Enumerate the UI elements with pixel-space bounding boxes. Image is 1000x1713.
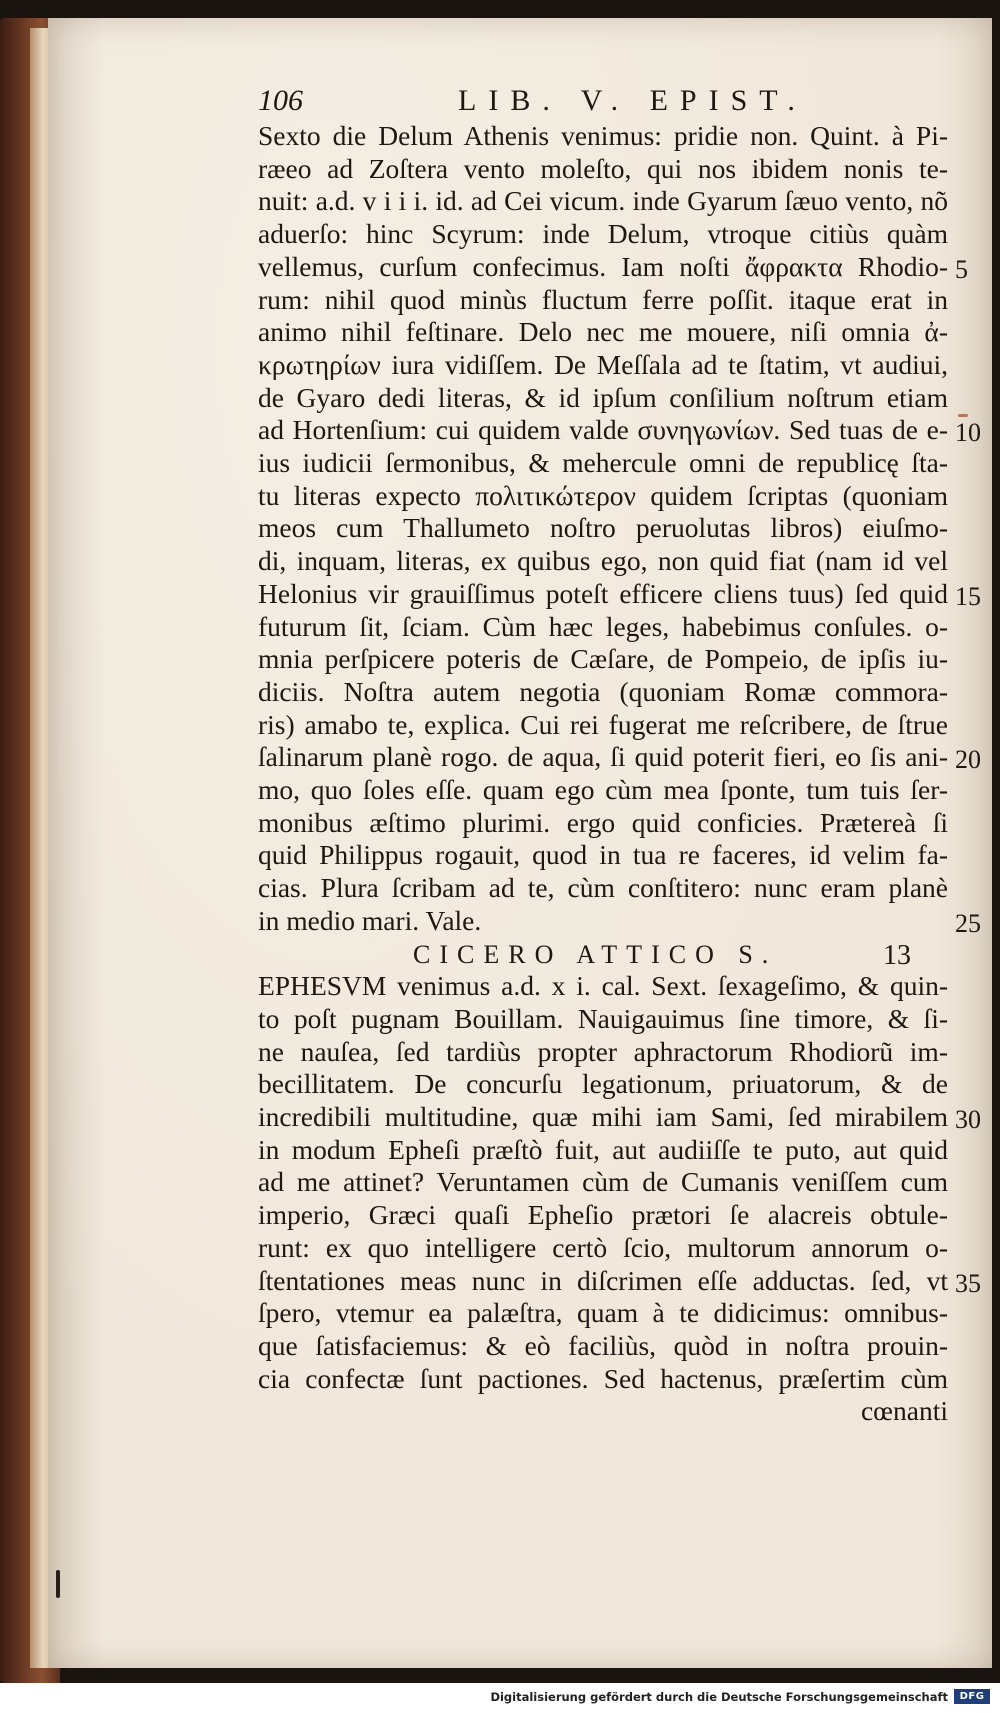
text-line: rum: nihil quod minùs fluctum ferre poſſit. itaque erat in — [258, 283, 948, 315]
page-number: 106 — [258, 84, 303, 117]
running-title: LIB. V. EPIST. — [458, 84, 807, 117]
text-line: to poſt pugnam Bouillam. Nauigauimus ſine timore, & ſi- — [258, 1002, 948, 1034]
catchword: cœnanti — [860, 1395, 948, 1427]
text-line: vellemus, curſum confecimus. Iam noſti ἄφρακτα Rhodio- — [258, 250, 948, 282]
text-line: ad me attinet? Veruntamen cùm de Cumanis veniſſem cum — [258, 1166, 948, 1198]
text-line: tu literas expecto πολιτικώτερον quidem ſcriptas (quoniam — [258, 479, 948, 511]
text-line: futurum ſit, ſciam. Cùm hæc leges, habebimus conſules. o- — [258, 610, 948, 642]
text-line: runt: ex quo intelligere certò ſcio, multorum annorum o- — [258, 1231, 948, 1263]
text-line: mnia perſpicere poteris de Cæſare, de Pompeio, de ipſis iu- — [258, 643, 948, 675]
text-line: Helonius vir grauiſſimus poteſt efficere cliens tuus) ſed quid — [258, 577, 948, 609]
margin-line-number: 35 — [955, 1268, 981, 1298]
letter-heading-title: CICERO ATTICO S. — [413, 939, 778, 969]
text-line: becillitatem. De concurſu legationum, priuatorum, & de — [258, 1068, 948, 1100]
margin-stain — [958, 414, 968, 417]
text-line: ad Hortenſium: cui quidem valde συνηγωνίων. Sed tuas de e- — [258, 414, 948, 446]
text-line: ſpero, vtemur ea palæſtra, quam à te didicimus: omnibus- — [258, 1297, 948, 1329]
binding-mark — [56, 1570, 60, 1598]
text-line: ris) amabo te, explica. Cui rei fugerat me reſcribere, de ſtrue — [258, 708, 948, 740]
text-line: EPHESVM venimus a.d. x i. cal. Sext. ſexageſimo, & quin- — [258, 970, 948, 1002]
margin-line-number: 15 — [955, 581, 981, 611]
text-line: ſtentationes meas nunc in diſcrimen eſſe adductas. ſed, vt — [258, 1264, 948, 1296]
text-line: aduerſo: hinc Scyrum: inde Delum, vtroque citiùs quàm — [258, 218, 948, 250]
text-line: diciis. Noſtra autem negotia (quoniam Romæ commora- — [258, 675, 948, 707]
letter-number: 13 — [883, 939, 911, 971]
text-line: quid Philippus rogauit, quod in tua re faceres, id velim fa- — [258, 839, 948, 871]
footer-credit: Digitalisierung gefördert durch die Deutsche Forschungsgemeinschaft — [490, 1690, 948, 1704]
text-line: que ſatisfaciemus: & eò faciliùs, quòd in noſtra prouin- — [258, 1329, 948, 1361]
text-line: imperio, Græci quaſi Epheſio prætori ſe alacreis obtule- — [258, 1199, 948, 1231]
text-line: in medio mari. Vale. — [258, 904, 482, 936]
margin-line-number: 25 — [955, 908, 981, 938]
text-line: meos cum Thallumeto noſtro peruolutas libros) eiuſmo- — [258, 512, 948, 544]
text-line: Sexto die Delum Athenis venimus: pridie non. Quint. à Pi- — [258, 120, 948, 151]
margin-line-number: 30 — [955, 1105, 981, 1134]
margin-line-number: 10 — [955, 418, 981, 448]
margin-line-number: 5 — [955, 254, 968, 284]
text-line: mo, quo ſoles eſſe. quam ego cùm mea ſponte, tum tuis ſer- — [258, 774, 948, 805]
text-line: cias. Plura ſcribam ad te, cùm conſtitero: nunc eram planè — [258, 872, 948, 904]
text-line: ſalinarum planè rogo. de aqua, ſi quid poterit fieri, eo ſis ani- — [258, 741, 948, 773]
text-line: ræeo ad Zoſtera vento moleſto, qui nos ibidem nonis te- — [258, 152, 948, 184]
running-head — [258, 84, 948, 124]
text-line: cia confectæ ſunt pactiones. Sed hactenus, præſertim cùm — [258, 1362, 948, 1394]
text-line: de Gyaro dedi literas, & id ipſum conſilium noſtrum etiam — [258, 381, 948, 413]
text-line: ius iudicii ſermonibus, & mehercule omni de republicę ſta- — [258, 447, 948, 478]
text-line: nuit: a.d. v i i i. id. ad Cei vicum. inde Gyarum ſæuo vento, nõ — [258, 185, 948, 217]
margin-line-number: 20 — [955, 745, 981, 775]
text-line: monibus æſtimo plurimi. ergo quid conficies. Prætereà ſi — [258, 806, 948, 838]
text-line: κρωτηρίων iura vidiſſem. De Meſſala ad te ſtatim, vt audiui, — [258, 348, 948, 380]
dfg-logo: DFG — [954, 1689, 990, 1704]
text-line: incredibili multitudine, quæ mihi iam Sami, ſed mirabilem — [258, 1101, 948, 1132]
text-line: di, inquam, literas, ex quibus ego, non quid fiat (nam id vel — [258, 545, 948, 577]
text-line: animo nihil feſtinare. Delo nec me mouere, niſi omnia ἀ- — [258, 316, 948, 348]
text-line: in modum Epheſi præſtò fuit, aut audiiſſe te puto, aut quid — [258, 1133, 948, 1165]
text-line: ne nauſea, ſed tardiùs propter aphractorum Rhodiorũ im- — [258, 1035, 948, 1067]
